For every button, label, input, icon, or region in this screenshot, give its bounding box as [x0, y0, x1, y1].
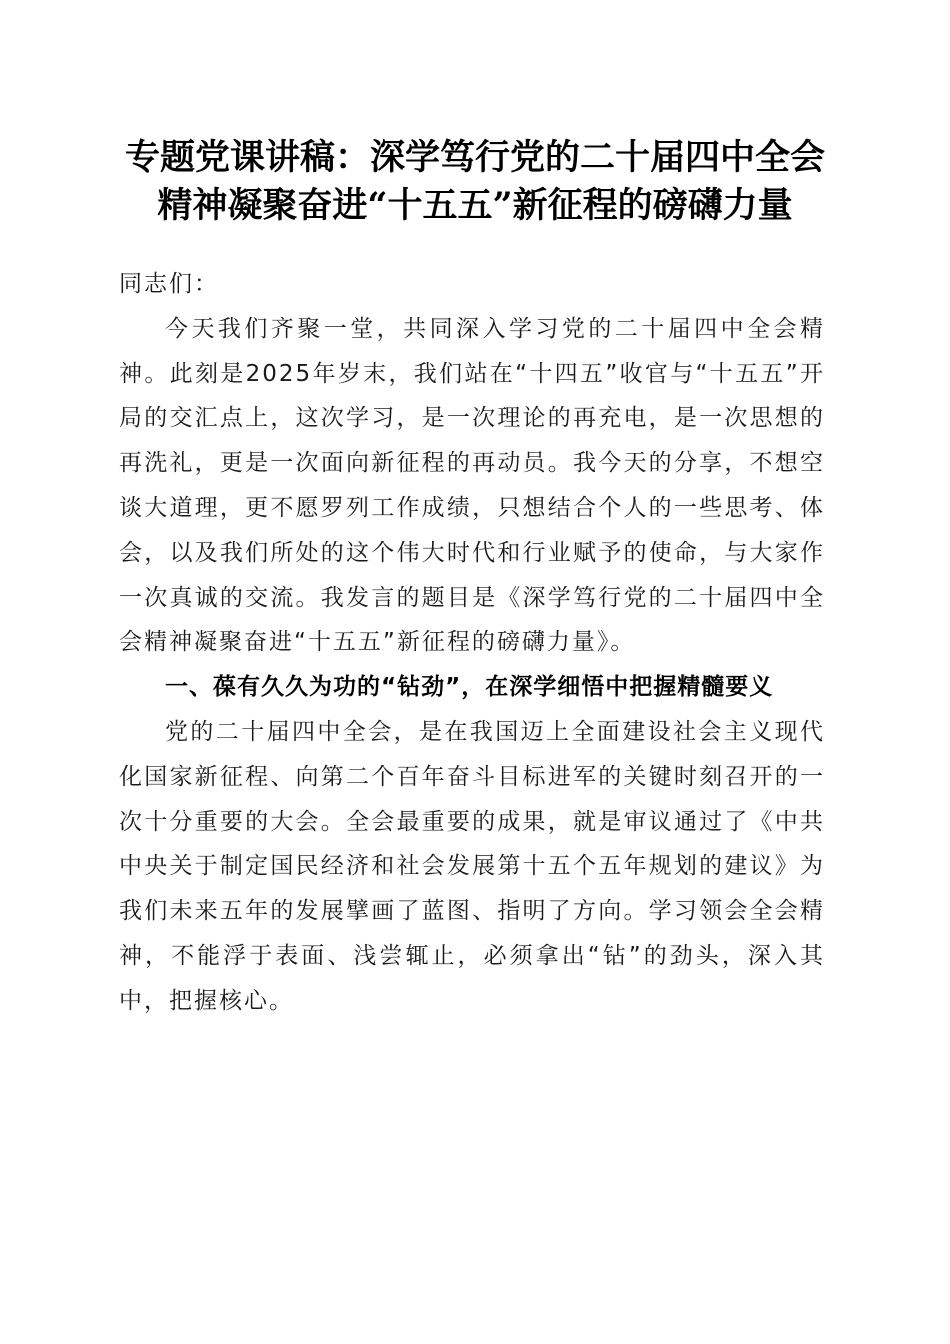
document-title-line-2: 精神凝聚奋进“十五五”新征程的磅礴力量	[157, 185, 793, 226]
document-body	[119, 262, 825, 1024]
document-title-line-1: 专题党课讲稿：深学笃行党的二十届四中全会	[124, 137, 825, 178]
section-heading-1: 一、葆有久久为功的“钻劲”，在深学细悟中把握精髓要义	[165, 674, 774, 701]
paragraph-section-1: 党的二十届四中全会，是在我国迈上全面建设社会主义现代化国家新征程、向第二个百年奋斗目标进军的关键时刻召开的一次十分重要的大会。全会最重要的成果，就是审议通过了《中共中央关于制定国民经济和社会发展第十五个五年规划的建议》为我们未来五年的发展擘画了蓝图、指明了方向。学习领会全会精神，不能浮于表面、浅尝辄止，必须拿出“钻”的劲头，深入其中，把握核心。	[119, 718, 825, 1014]
document-title	[100, 134, 850, 230]
paragraph-intro: 今天我们齐聚一堂，共同深入学习党的二十届四中全会精神。此刻是2025年岁末，我们站在“十四五”收官与“十五五”开局的交汇点上，这次学习，是一次理论的再充电，是一次思想的再洗礼，更是一次面向新征程的再动员。我今天的分享，不想空谈大道理，更不愿罗列工作成绩，只想结合个人的一些思考、体会，以及我们所处的这个伟大时代和行业赋予的使命，与大家作一次真诚的交流。我发言的题目是《深学笃行党的二十届四中全会精神凝聚奋进“十五五”新征程的磅礴力量》。	[119, 315, 825, 656]
salutation: 同志们：	[119, 271, 219, 297]
